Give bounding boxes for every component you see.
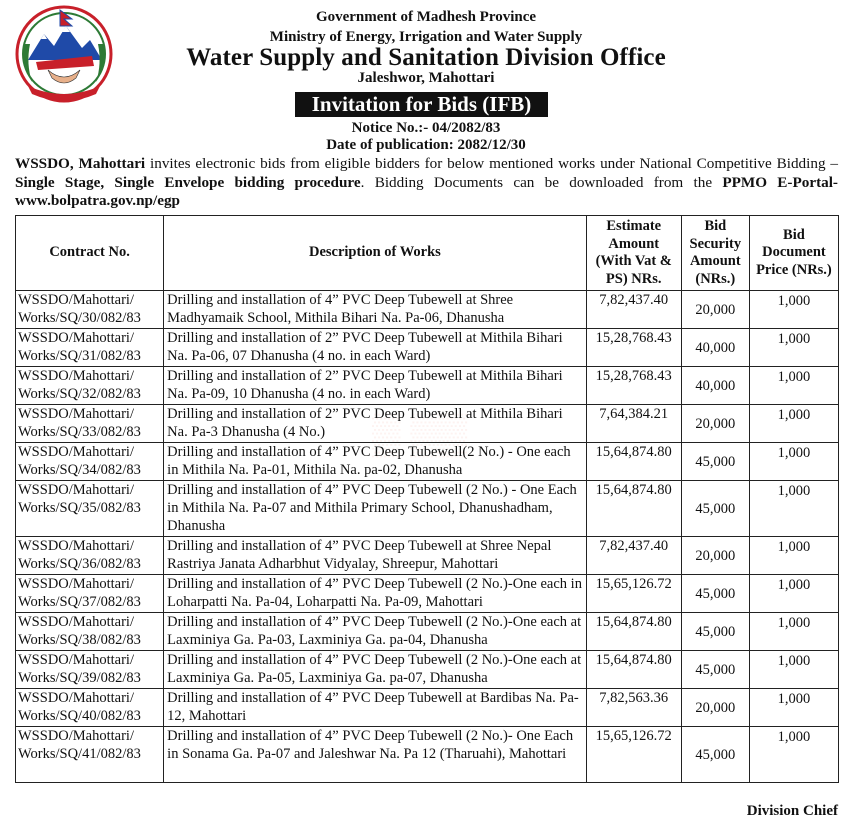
- document-price-cell: 1,000: [749, 291, 838, 329]
- office-location: Jaleshwor, Mahottari: [357, 70, 495, 86]
- estimate-amount-cell: 15,64,874.80: [586, 651, 681, 689]
- estimate-amount-cell: 7,82,437.40: [586, 291, 681, 329]
- table-row: [16, 481, 839, 537]
- header-estimate: Estimate Amount (With Vat & PS) NRs.: [586, 216, 681, 291]
- document-price-cell: 1,000: [749, 537, 838, 575]
- bid-security-cell: 20,000: [681, 405, 749, 443]
- table-row: [16, 291, 839, 329]
- government-line: Government of Madhesh Province: [315, 9, 537, 25]
- table-row: [16, 727, 839, 783]
- table-row: [16, 443, 839, 481]
- intro-paragraph: [15, 155, 838, 211]
- description-cell: Drilling and installation of 4” PVC Deep Tubewell (2 No.)- One Each in Sonama Ga. Pa-07 and Jaleshwar Na. Pa 12 (Tharuahi), Mahottari: [164, 727, 587, 783]
- estimate-amount-cell: 7,82,437.40: [586, 537, 681, 575]
- document-price-cell: 1,000: [749, 367, 838, 405]
- document-price-cell: 1,000: [749, 727, 838, 783]
- ifb-banner: Invitation for Bids (IFB): [295, 92, 548, 117]
- estimate-amount-cell: 7,82,563.36: [586, 689, 681, 727]
- header-contract-no: Contract No.: [16, 216, 164, 291]
- bid-security-cell: 45,000: [681, 481, 749, 537]
- watermark: ▒ ▒▒: [372, 411, 468, 456]
- description-cell: Drilling and installation of 4” PVC Deep Tubewell (2 No.)-One each at Laxminiya Ga. Pa-03, Laxminiya Ga. pa-04, Dhanusha: [164, 613, 587, 651]
- document-price-cell: 1,000: [749, 405, 838, 443]
- estimate-amount-cell: 15,64,874.80: [586, 481, 681, 537]
- bid-security-cell: 45,000: [681, 575, 749, 613]
- office-title: Water Supply and Sanitation Division Office: [186, 44, 666, 71]
- estimate-amount-cell: 15,64,874.80: [586, 613, 681, 651]
- contract-no-cell: WSSDO/Mahottari/ Works/SQ/39/082/83: [16, 651, 164, 689]
- contract-no-cell: WSSDO/Mahottari/ Works/SQ/31/082/83: [16, 329, 164, 367]
- description-cell: Drilling and installation of 2” PVC Deep Tubewell at Mithila Bihari Na. Pa-06, 07 Dhanusha (4 no. in each Ward): [164, 329, 587, 367]
- bid-security-cell: 20,000: [681, 689, 749, 727]
- estimate-amount-cell: 15,28,768.43: [586, 367, 681, 405]
- description-cell: Drilling and installation of 4” PVC Deep Tubewell (2 No.)-One each in Loharpatti Na. Pa-04, Loharpatti Na. Pa-09, Mahottari: [164, 575, 587, 613]
- intro-office: WSSDO, Mahottari: [15, 155, 146, 172]
- description-cell: Drilling and installation of 2” PVC Deep Tubewell at Mithila Bihari Na. Pa-3 Dhanusha (4 No.): [164, 405, 587, 443]
- table-header-row: [16, 216, 839, 291]
- contract-no-cell: WSSDO/Mahottari/ Works/SQ/33/082/83: [16, 405, 164, 443]
- table-row: [16, 537, 839, 575]
- ministry-line: Ministry of Energy, Irrigation and Water Supply: [269, 29, 583, 45]
- bid-security-cell: 20,000: [681, 291, 749, 329]
- bid-security-cell: 20,000: [681, 537, 749, 575]
- document-price-cell: 1,000: [749, 613, 838, 651]
- table-row: [16, 575, 839, 613]
- contract-no-cell: WSSDO/Mahottari/ Works/SQ/40/082/83: [16, 689, 164, 727]
- contract-no-cell: WSSDO/Mahottari/ Works/SQ/32/082/83: [16, 367, 164, 405]
- contract-no-cell: WSSDO/Mahottari/ Works/SQ/37/082/83: [16, 575, 164, 613]
- table-row: [16, 405, 839, 443]
- intro-portal: PPMO E-Portal-www.bolpatra.gov.np/egp: [15, 173, 838, 209]
- table-row: [16, 367, 839, 405]
- description-cell: Drilling and installation of 4” PVC Deep Tubewell at Bardibas Na. Pa-12, Mahottari: [164, 689, 587, 727]
- contract-no-cell: WSSDO/Mahottari/ Works/SQ/38/082/83: [16, 613, 164, 651]
- description-cell: Drilling and installation of 2” PVC Deep Tubewell at Mithila Bihari Na. Pa-09, 10 Dhanusha (4 no. in each Ward): [164, 367, 587, 405]
- header-description: Description of Works: [164, 216, 587, 291]
- estimate-amount-cell: 15,65,126.72: [586, 727, 681, 783]
- table-row: [16, 689, 839, 727]
- bid-security-cell: 45,000: [681, 613, 749, 651]
- table-row: [16, 613, 839, 651]
- bid-security-cell: 45,000: [681, 651, 749, 689]
- estimate-amount-cell: 15,64,874.80: [586, 443, 681, 481]
- intro-text: invites electronic bids from eligible bidders for below mentioned works under National Competitive Bidding –: [145, 155, 838, 172]
- bid-security-cell: 40,000: [681, 367, 749, 405]
- bid-security-cell: 45,000: [681, 727, 749, 783]
- bid-security-cell: 40,000: [681, 329, 749, 367]
- intro-procedure: Single Stage, Single Envelope bidding procedure: [15, 173, 361, 191]
- header-bid-security: Bid Security Amount (NRs.): [681, 216, 749, 291]
- description-cell: Drilling and installation of 4” PVC Deep Tubewell at Shree Nepal Rastriya Janata Adharbhut Vidyalay, Shreepur, Mahottari: [164, 537, 587, 575]
- table-row: [16, 329, 839, 367]
- notice-number: Notice No.:- 04/2082/83: [351, 120, 501, 136]
- estimate-amount-cell: 15,65,126.72: [586, 575, 681, 613]
- contract-no-cell: WSSDO/Mahottari/ Works/SQ/41/082/83: [16, 727, 164, 783]
- contract-no-cell: WSSDO/Mahottari/ Works/SQ/34/082/83: [16, 443, 164, 481]
- document-price-cell: 1,000: [749, 575, 838, 613]
- estimate-amount-cell: 15,28,768.43: [586, 329, 681, 367]
- document-price-cell: 1,000: [749, 329, 838, 367]
- works-table: [15, 215, 839, 783]
- table-row: [16, 651, 839, 689]
- document-price-cell: 1,000: [749, 651, 838, 689]
- document-price-cell: 1,000: [749, 481, 838, 537]
- publication-date: Date of publication: 2082/12/30: [326, 137, 526, 153]
- header-document-price: Bid Document Price (NRs.): [749, 216, 838, 291]
- description-cell: Drilling and installation of 4” PVC Deep Tubewell (2 No.)-One each at Laxminiya Ga. Pa-05, Laxminiya Ga. pa-07, Dhanusha: [164, 651, 587, 689]
- document-price-cell: 1,000: [749, 689, 838, 727]
- intro-text-2: . Bidding Documents can be downloaded from the: [360, 173, 723, 191]
- description-cell: Drilling and installation of 4” PVC Deep Tubewell (2 No.) - One Each in Mithila Na. Pa-07 and Mithila Primary School, Dhanushadham, Dhanusha: [164, 481, 587, 537]
- estimate-amount-cell: 7,64,384.21: [586, 405, 681, 443]
- document-price-cell: 1,000: [749, 443, 838, 481]
- contract-no-cell: WSSDO/Mahottari/ Works/SQ/35/082/83: [16, 481, 164, 537]
- division-chief-signatory: Division Chief: [746, 803, 838, 819]
- contract-no-cell: WSSDO/Mahottari/ Works/SQ/36/082/83: [16, 537, 164, 575]
- description-cell: Drilling and installation of 4” PVC Deep Tubewell(2 No.) - One each in Mithila Na. Pa-01, Mithila Na. pa-02, Dhanusha: [164, 443, 587, 481]
- bid-security-cell: 45,000: [681, 443, 749, 481]
- contract-no-cell: WSSDO/Mahottari/ Works/SQ/30/082/83: [16, 291, 164, 329]
- description-cell: Drilling and installation of 4” PVC Deep Tubewell at Shree Madhyamaik School, Mithila Bihari Na. Pa-06, Dhanusha: [164, 291, 587, 329]
